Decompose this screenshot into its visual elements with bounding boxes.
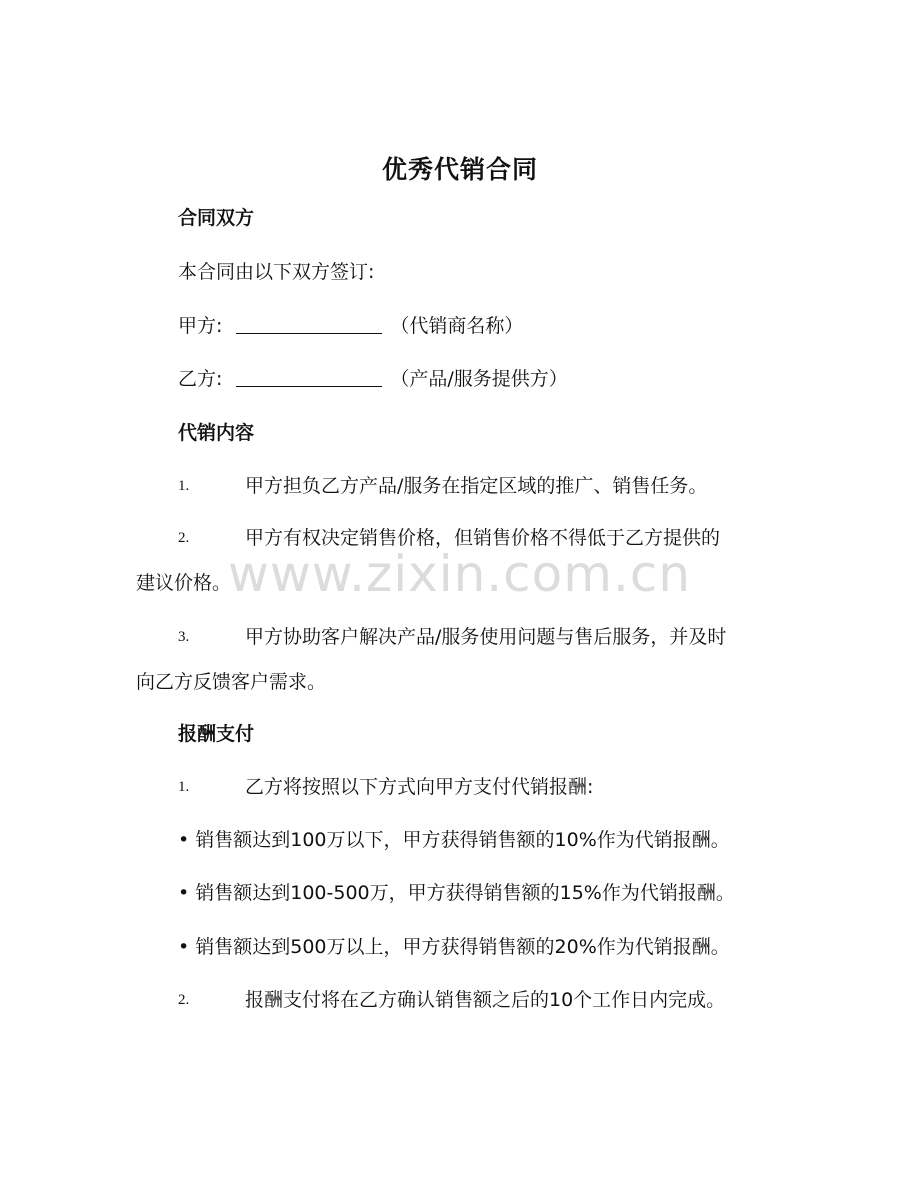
party-a-blank — [236, 315, 382, 334]
item-text: 乙方将按照以下方式向甲方支付代销报酬: — [245, 776, 594, 798]
party-a-label: 甲方: — [178, 315, 223, 337]
item-number: 1. — [178, 779, 190, 795]
bullet-item: • 销售额达到500万以上，甲方获得销售额的20%作为代销报酬。 — [178, 936, 730, 958]
party-b-blank — [236, 368, 382, 387]
item-number: 1. — [178, 478, 190, 494]
party-b-label: 乙方: — [178, 368, 223, 390]
item-text: 甲方协助客户解决产品/服务使用问题与售后服务，并及时 — [245, 626, 727, 648]
bullet-item: • 销售额达到100-500万，甲方获得销售额的15%作为代销报酬。 — [178, 882, 735, 904]
item-text-continuation: 建议价格。 — [136, 572, 232, 594]
item-number: 3. — [178, 629, 190, 645]
section-heading-payment: 报酬支付 — [178, 723, 255, 745]
party-b-row — [178, 366, 568, 392]
item-text: 报酬支付将在乙方确认销售额之后的10个工作日内完成。 — [245, 989, 726, 1011]
document-title: 优秀代销合同 — [381, 155, 538, 184]
watermark-text: www.zixin.com.cn — [228, 545, 692, 603]
section-heading-parties: 合同双方 — [178, 207, 255, 229]
item-number: 2. — [178, 992, 190, 1008]
item-text-continuation: 向乙方反馈客户需求。 — [136, 671, 327, 693]
item-number: 2. — [178, 530, 190, 546]
intro-text: 本合同由以下双方签订: — [178, 261, 375, 283]
item-text: 甲方有权决定销售价格，但销售价格不得低于乙方提供的 — [245, 527, 721, 549]
party-b-note: （产品/服务提供方） — [390, 368, 568, 390]
item-text: 甲方担负乙方产品/服务在指定区域的推广、销售任务。 — [245, 475, 708, 497]
party-a-row — [178, 313, 523, 339]
party-a-note: （代销商名称） — [390, 315, 524, 337]
bullet-item: • 销售额达到100万以下，甲方获得销售额的10%作为代销报酬。 — [178, 829, 730, 851]
section-heading-content: 代销内容 — [178, 422, 255, 444]
